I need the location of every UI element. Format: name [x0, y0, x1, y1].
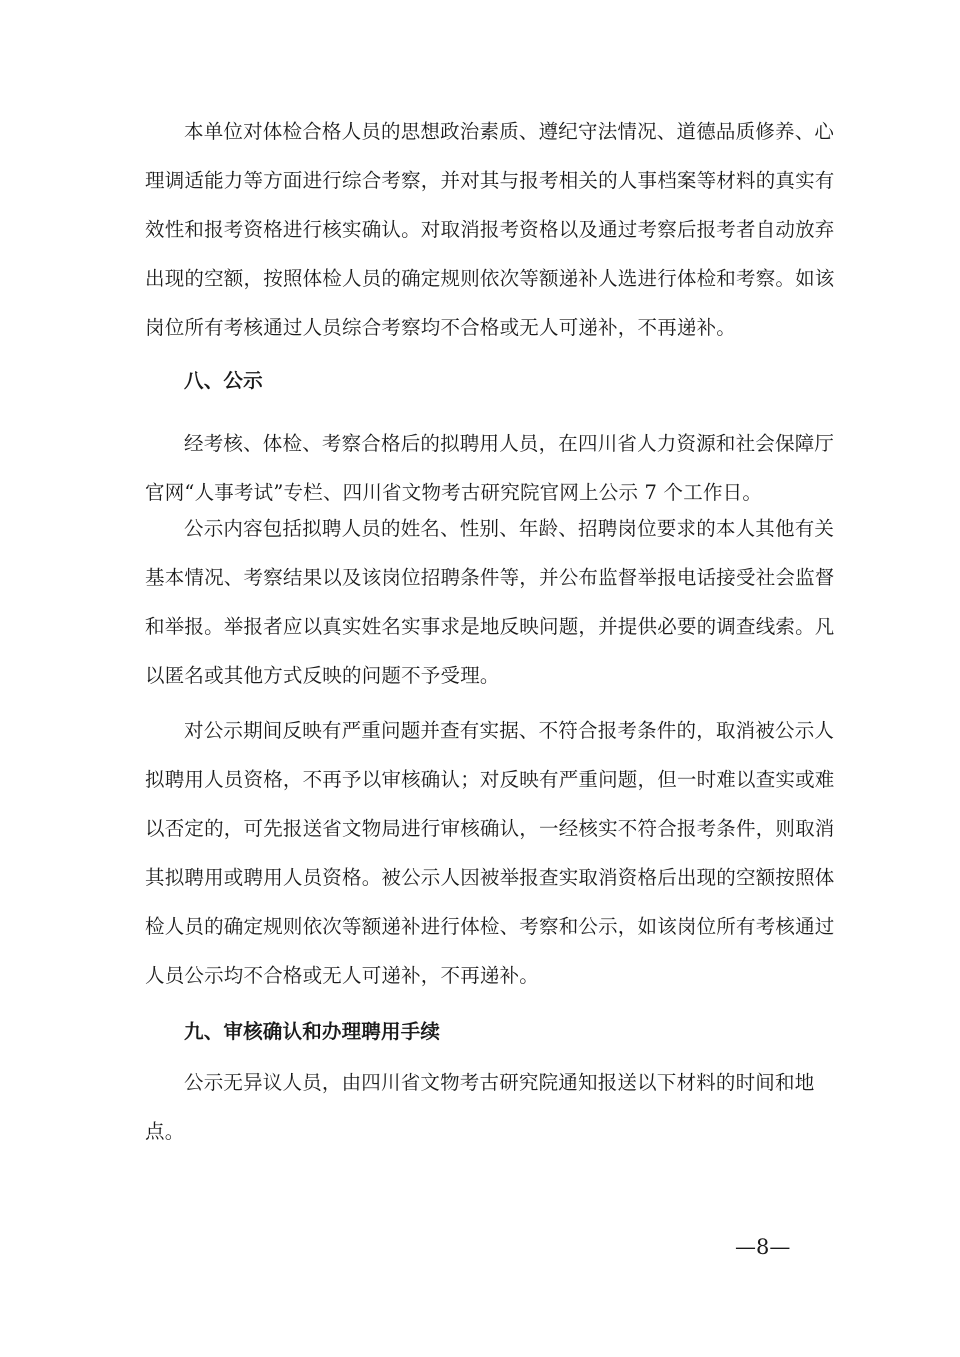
paragraph-line: 经考核、体检、考察合格后的拟聘用人员，在四川省人力资源和社会保障厅: [184, 432, 835, 455]
paragraph-line: 效性和报考资格进行核实确认。对取消报考资格以及通过考察后报考者自动放弃: [145, 218, 835, 241]
paragraph-line: 和举报。举报者应以真实姓名实事求是地反映问题，并提供必要的调查线索。凡: [145, 615, 835, 638]
paragraph-line: 人员公示均不合格或无人可递补，不再递补。: [145, 964, 540, 987]
paragraph-line: 拟聘用人员资格，不再予以审核确认；对反映有严重问题，但一时难以查实或难: [145, 768, 835, 791]
paragraph-line: 其拟聘用或聘用人员资格。被公示人因被举报查实取消资格后出现的空额按照体: [145, 866, 835, 889]
paragraph-line: 公示内容包括拟聘人员的姓名、性别、年龄、招聘岗位要求的本人其他有关: [184, 517, 835, 540]
paragraph-line: 理调适能力等方面进行综合考察，并对其与报考相关的人事档案等材料的真实有: [145, 169, 835, 192]
paragraph-line: 点。: [145, 1120, 185, 1143]
paragraph-line: 基本情况、考察结果以及该岗位招聘条件等，并公布监督举报电话接受社会监督: [145, 566, 835, 589]
paragraph-line: 本单位对体检合格人员的思想政治素质、遵纪守法情况、道德品质修养、心: [184, 120, 835, 143]
section-heading-review-confirmation: 九、审核确认和办理聘用手续: [184, 1020, 441, 1043]
paragraph-line: 检人员的确定规则依次等额递补进行体检、考察和公示，如该岗位所有考核通过: [145, 915, 835, 938]
paragraph-line: 以否定的，可先报送省文物局进行审核确认，一经核实不符合报考条件，则取消: [145, 817, 835, 840]
paragraph-line: 官网“人事考试”专栏、四川省文物考古研究院官网上公示 7 个工作日。: [145, 481, 763, 504]
paragraph-line: 岗位所有考核通过人员综合考察均不合格或无人可递补，不再递补。: [145, 316, 737, 339]
paragraph-line: 对公示期间反映有严重问题并查有实据、不符合报考条件的，取消被公示人: [184, 719, 835, 742]
paragraph-line: 以匿名或其他方式反映的问题不予受理。: [145, 664, 500, 687]
paragraph-line: 出现的空额，按照体检人员的确定规则依次等额递补人选进行体检和考察。如该: [145, 267, 835, 290]
section-heading-publicity: 八、公示: [184, 369, 263, 392]
page-number: —8—: [735, 1235, 791, 1259]
paragraph-line: 公示无异议人员，由四川省文物考古研究院通知报送以下材料的时间和地: [184, 1071, 815, 1094]
